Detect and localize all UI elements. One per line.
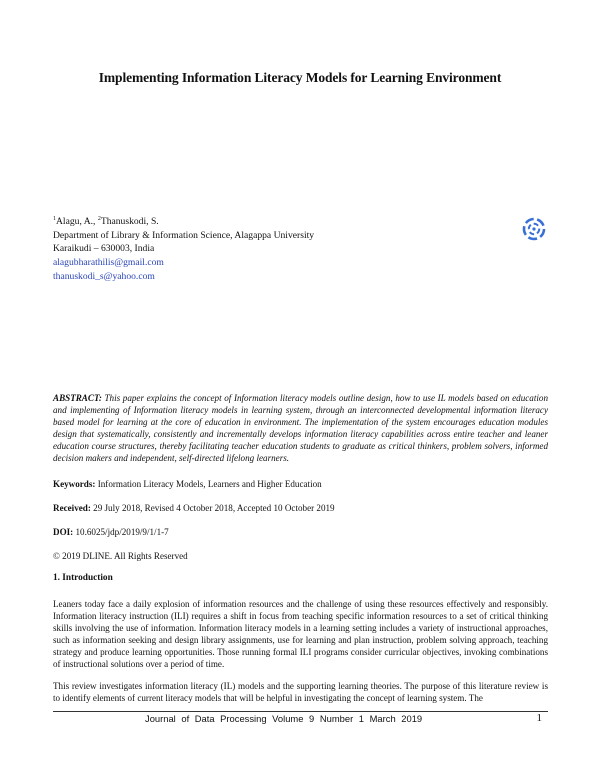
keywords-label: Keywords: (53, 479, 96, 489)
paper-title: Implementing Information Literacy Models for Learning Environment (98, 70, 502, 85)
abstract-text: This paper explains the concept of Information literacy models outline design, how to use IL models based on education and implementing of Information literacy models in learning system, through an interconnected developmental information literacy based model for learning at the core of education in environment. The implementation of the system encourages education modules design that systematically, consistently and incrementally develops information literacy capabilities across entire teacher and leaner education course structures, thereby facilitating teacher education students to graduate as critical thinkers, problem solvers, informed decision makers and independent, self-directed lifelong learners. (53, 393, 548, 464)
affiliation-address: Karaikudi – 630003, India (53, 243, 155, 255)
page-footer (53, 713, 548, 727)
intro-paragraph-2: This review investigates information literacy (IL) models and the supporting learning theories. The purpose of this literature review is to identify elements of current literacy models that will be helpful in investigating the concept of learning system. The (53, 681, 548, 704)
page-number: 1 (536, 712, 542, 724)
copyright-line: © 2019 DLINE. All Rights Reserved (53, 551, 188, 561)
intro-paragraph-1: Leaners today face a daily explosion of information resources and the challenge of using these resources effectively and responsibly. Information literacy instruction (ILI) requires a shift in focus from teaching specific information resources to a set of critical thinking skills involving the use of information. Information literacy models in a learning setting includes a variety of instructional approaches, such as information seeking and design library assignments, use for learning and plan instruction, problem solving approach, teaching strategy and produce learning opportunities. Those running formal ILI programs consider curricular objectives, invoking combinations of instructional solutions over a period of time. (53, 599, 548, 670)
footer-journal-info: Journal of Data Processing Volume 9 Number 1 March 2019 (145, 713, 423, 724)
author-block (53, 215, 473, 284)
publisher-logo-icon (521, 216, 547, 242)
footer-divider (53, 711, 548, 712)
abstract-label: ABSTRACT: (53, 393, 102, 403)
email-link-2[interactable]: thanuskodi_s@yahoo.com (53, 270, 155, 282)
author-1-superscript: 1 (53, 216, 56, 222)
affiliation-department: Department of Library & Information Science, Alagappa University (53, 229, 315, 241)
author-2-superscript: 2 (97, 216, 101, 222)
received-label: Received: (53, 503, 91, 513)
doi-label: DOI: (53, 527, 74, 537)
received-line (53, 502, 548, 514)
doi-text: 10.6025/jdp/2019/9/1/1-7 (73, 527, 169, 537)
author-names (53, 215, 473, 229)
keywords-line (53, 478, 548, 490)
email-link-1[interactable]: alagubharathilis@gmail.com (53, 257, 164, 269)
abstract (53, 392, 548, 465)
received-text: 29 July 2018, Revised 4 October 2018, Accepted 10 October 2019 (90, 503, 335, 513)
section-heading: 1. Introduction (53, 573, 113, 583)
author-2-name: Thanuskodi, S. (100, 216, 159, 227)
doi-line (53, 526, 548, 538)
author-1-name: Alagu, A., (56, 216, 98, 227)
keywords-text: Information Literacy Models, Learners and Higher Education (95, 479, 322, 489)
